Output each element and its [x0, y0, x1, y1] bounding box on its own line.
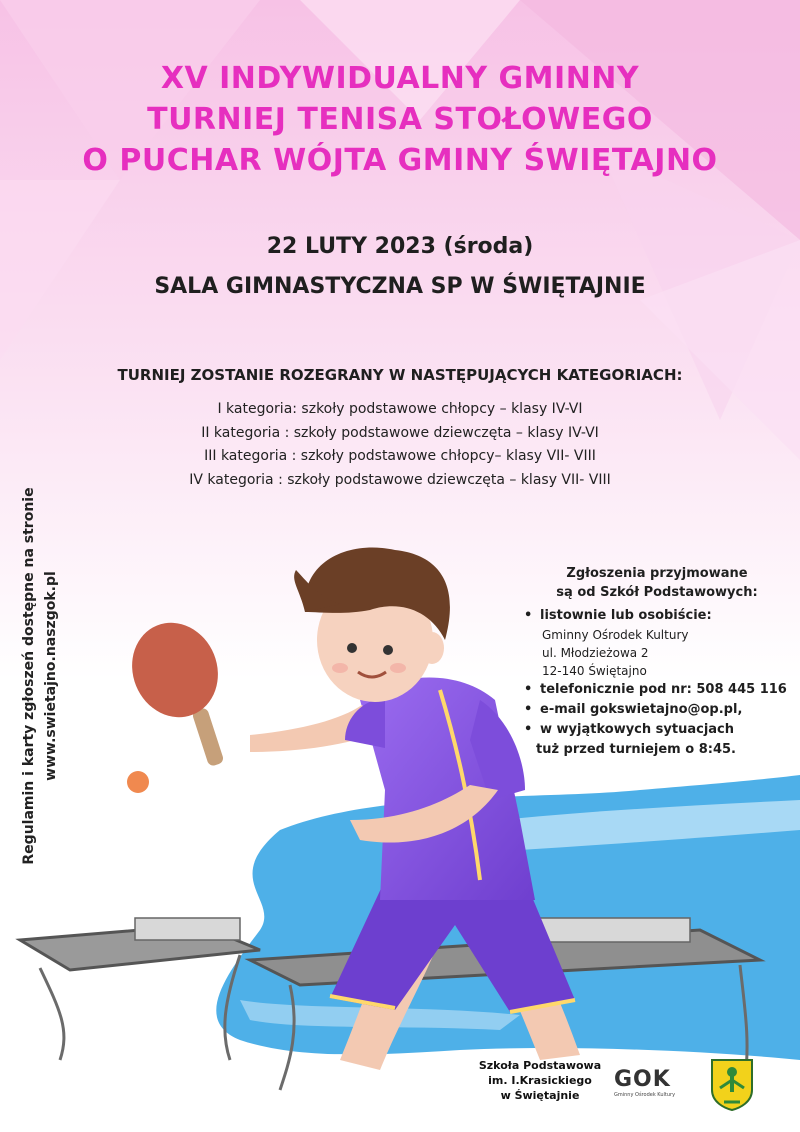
registration-list	[522, 606, 792, 760]
event-venue: SALA GIMNASTYCZNA SP W ŚWIĘTAJNIE	[154, 274, 646, 299]
registration-info	[522, 564, 792, 760]
gok-logo-subtitle: Gminny Ośrodek Kultury	[614, 1092, 676, 1098]
address-line: Gminny Ośrodek Kultury	[542, 628, 689, 642]
gok-logo	[614, 1068, 698, 1102]
categories-list	[0, 398, 800, 492]
registration-heading-1: Zgłoszenia przyjmowane	[566, 566, 748, 581]
rules-sidebar-url[interactable]: www.swietajno.naszgok.pl	[43, 571, 59, 781]
municipality-crest-icon	[710, 1058, 754, 1112]
registration-item-onsite: • w wyjątkowych sytuacjach	[522, 720, 792, 740]
registration-heading-2: są od Szkół Podstawowych:	[556, 585, 758, 600]
address-line: 12-140 Świętajno	[542, 664, 647, 678]
event-date: 22 LUTY 2023 (środa)	[266, 234, 534, 259]
registration-item-email[interactable]: • e-mail gokswietajno@op.pl,	[522, 700, 792, 720]
school-line-3: w Świętajnie	[500, 1089, 580, 1102]
gok-logo-text: GOK	[614, 1067, 671, 1092]
address-line: ul. Młodzieżowa 2	[542, 646, 649, 660]
registration-item-onsite-cont: tuż przed turniejem o 8:45.	[536, 742, 736, 757]
category-item: I kategoria: szkoły podstawowe chłopcy – klasy IV-VI	[217, 401, 583, 417]
rules-sidebar	[16, 466, 64, 886]
school-name	[470, 1058, 610, 1103]
category-item: IV kategoria : szkoły podstawowe dziewczęta – klasy VII- VIII	[189, 471, 611, 488]
category-item: III kategoria : szkoły podstawowe chłopcy– klasy VII- VIII	[204, 448, 596, 464]
registration-item-mail: • listownie lub osobiście:	[522, 606, 792, 626]
registration-item-phone: • telefonicznie pod nr: 508 445 116	[522, 680, 792, 700]
school-line-1: Szkoła Podstawowa	[478, 1059, 602, 1072]
categories-heading: TURNIEJ ZOSTANIE ROZEGRANY W NASTĘPUJĄCYCH KATEGORIACH:	[117, 366, 683, 384]
rules-sidebar-text: Regulamin i karty zgłoszeń dostępne na stronie	[21, 487, 37, 865]
title-line-3: O PUCHAR WÓJTA GMINY ŚWIĘTAJNO	[82, 143, 718, 178]
category-item: II kategoria : szkoły podstawowe dziewczęta – klasy IV-VI	[201, 424, 599, 441]
school-line-2: im. I.Krasickiego	[488, 1074, 592, 1087]
title-line-2: TURNIEJ TENISA STOŁOWEGO	[147, 102, 653, 137]
event-title	[0, 58, 800, 181]
title-line-1: XV INDYWIDUALNY GMINNY	[160, 61, 640, 96]
